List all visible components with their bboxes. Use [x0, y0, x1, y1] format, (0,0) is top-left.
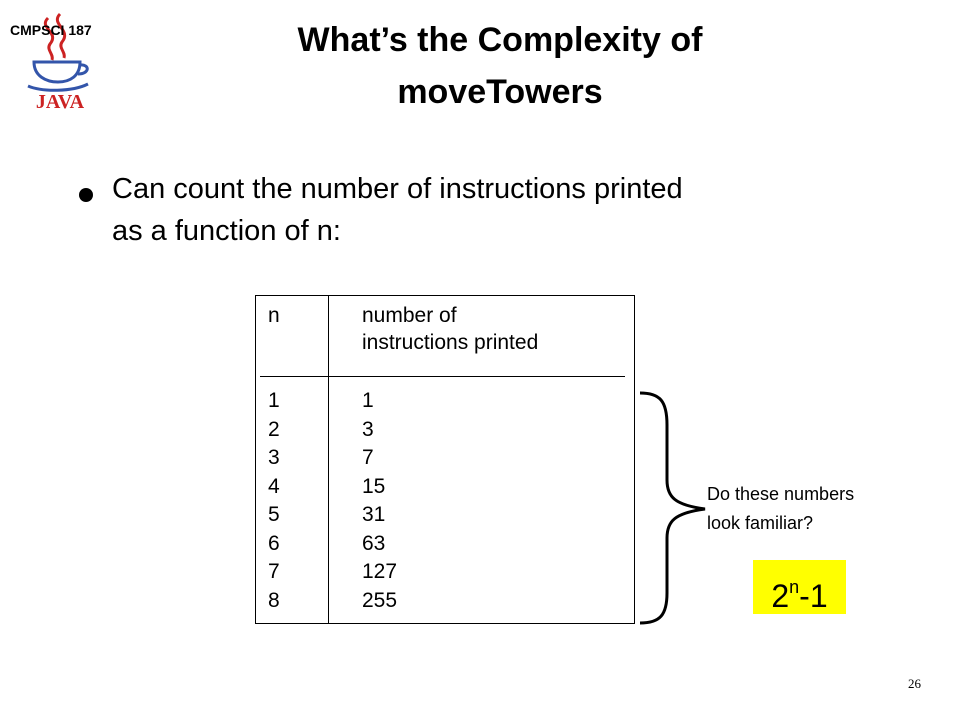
table-body [256, 387, 634, 615]
table-row [256, 387, 634, 416]
cell-count: 1 [362, 389, 374, 412]
cell-count: 3 [362, 417, 374, 441]
table-row [256, 473, 634, 502]
formula-highlight [753, 560, 846, 614]
curly-brace-icon [635, 385, 710, 630]
cell-count: 255 [362, 588, 398, 612]
bullet-line-1: Can count the number of instructions printed [112, 173, 683, 205]
question-line-1: Do these numbers [707, 484, 855, 504]
cell-n: 2 [268, 417, 280, 441]
title-line-2: moveTowers [397, 73, 603, 111]
cell-n: 6 [268, 531, 280, 555]
header-count [362, 302, 627, 356]
cell-count: 31 [362, 503, 386, 526]
table-row [256, 530, 634, 559]
bullet-dot-icon [79, 188, 93, 202]
table-row [256, 587, 634, 616]
bullet-text [112, 168, 872, 252]
table-row [256, 501, 634, 530]
results-table [255, 295, 635, 624]
cell-n: 3 [268, 446, 280, 469]
table-row [256, 444, 634, 473]
course-label: CMPSCI 187 [10, 22, 92, 38]
page-number: 26 [908, 676, 921, 691]
cell-n: 1 [268, 389, 280, 412]
cell-count: 15 [362, 474, 386, 498]
header-count-line-2: instructions printed [362, 331, 539, 354]
table-row [256, 558, 634, 587]
question-line-2: look familiar? [707, 513, 814, 533]
cell-n: 4 [268, 474, 280, 498]
formula-tail: -1 [799, 578, 828, 614]
cell-count: 127 [362, 560, 398, 583]
cell-n: 7 [268, 560, 280, 583]
cell-n: 5 [268, 503, 280, 526]
header-divider [260, 376, 625, 377]
formula-base: 2 [771, 578, 790, 614]
table-row [256, 416, 634, 445]
java-logo-text: JAVA [35, 91, 85, 110]
header-count-line-1: number of [362, 304, 457, 327]
bullet-line-2: as a function of n: [112, 215, 341, 247]
question-text [707, 480, 927, 538]
cell-n: 8 [268, 588, 280, 612]
header-n: n [268, 304, 280, 327]
title-line-1: What’s the Complexity of [297, 21, 703, 59]
cell-count: 63 [362, 531, 386, 555]
formula-exponent: n [789, 577, 800, 597]
cell-count: 7 [362, 446, 374, 469]
slide-title [190, 14, 810, 118]
